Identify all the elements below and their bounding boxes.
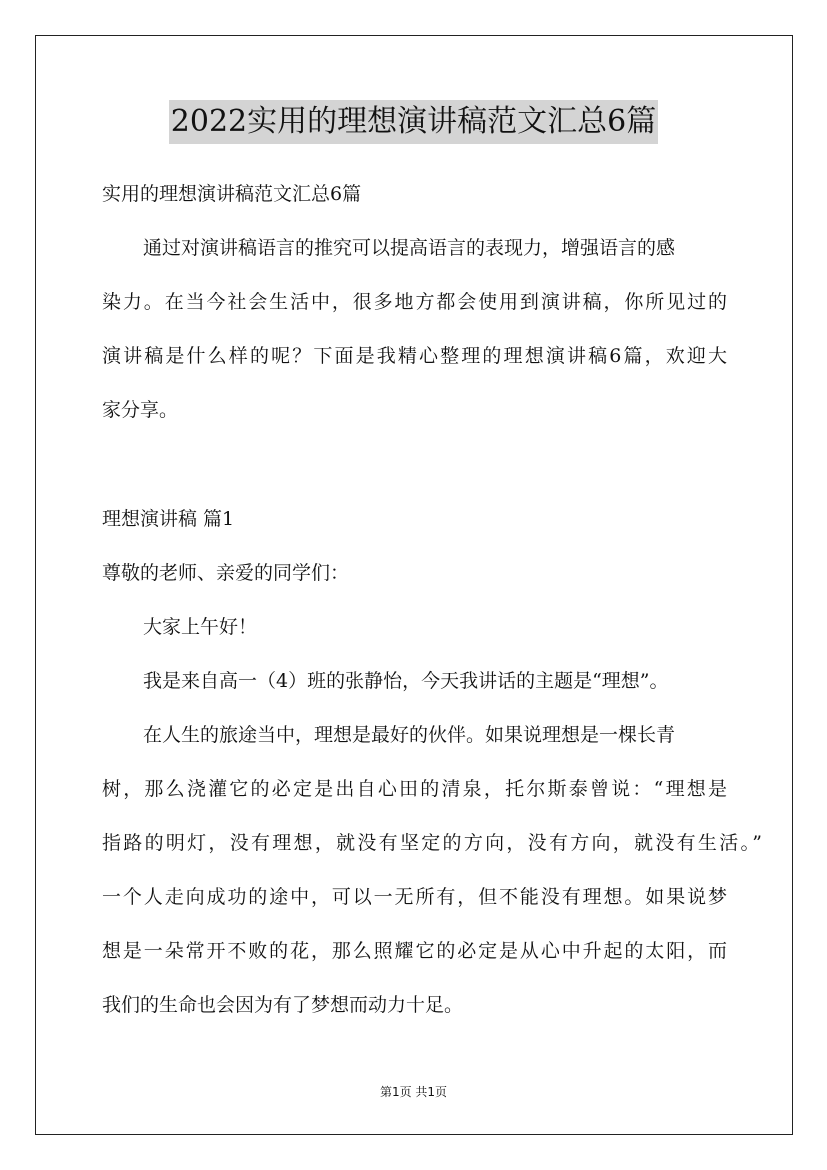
self-intro: 我是来自高一（4）班的张静怡，今天我讲话的主题是“理想”。 — [143, 670, 669, 692]
subtitle: 实用的理想演讲稿范文汇总6篇 — [102, 183, 362, 205]
greeting: 大家上午好！ — [143, 616, 258, 638]
body-line: 指路的明灯，没有理想，就没有坚定的方向，没有方向，就没有生活。” — [102, 832, 762, 854]
title-container — [0, 100, 827, 144]
section-heading: 理想演讲稿 篇1 — [102, 508, 235, 530]
intro-line: 演讲稿是什么样的呢？下面是我精心整理的理想演讲稿6篇，欢迎大 — [102, 345, 727, 367]
salutation: 尊敬的老师、亲爱的同学们： — [102, 562, 350, 584]
intro-line: 家分享。 — [102, 399, 179, 421]
body-line: 一个人走向成功的途中，可以一无所有，但不能没有理想。如果说梦 — [102, 886, 727, 908]
body-line: 我们的生命也会因为有了梦想而动力十足。 — [102, 994, 464, 1016]
page-footer: 第1页 共1页 — [379, 1085, 448, 1099]
document-title: 2022实用的理想演讲稿范文汇总6篇 — [169, 100, 658, 144]
body-line: 想是一朵常开不败的花，那么照耀它的必定是从心中升起的太阳，而 — [102, 940, 727, 962]
body-line: 在人生的旅途当中，理想是最好的伙伴。如果说理想是一棵长青 — [143, 724, 676, 746]
intro-line: 染力。在当今社会生活中，很多地方都会使用到演讲稿，你所见过的 — [102, 291, 727, 313]
intro-line: 通过对演讲稿语言的推究可以提高语言的表现力，增强语言的感 — [143, 237, 676, 259]
body-line: 树，那么浇灌它的必定是出自心田的清泉，托尔斯泰曾说：“理想是 — [102, 778, 727, 800]
